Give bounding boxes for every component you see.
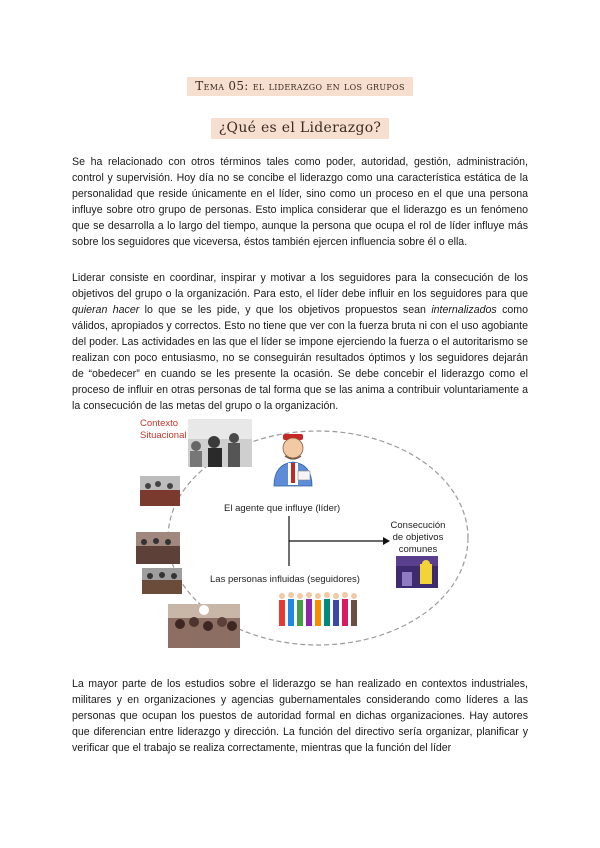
leader-icon bbox=[274, 434, 312, 486]
photo-crowd bbox=[168, 604, 240, 648]
photo-goal-puzzle bbox=[396, 556, 438, 588]
photo-left-group-1 bbox=[140, 476, 180, 506]
photo-left-group-3 bbox=[142, 568, 182, 594]
followers-label: Las personas influidas (seguidores) bbox=[210, 574, 360, 585]
subtitle-wrapper bbox=[0, 118, 600, 139]
document-title: Tema 05: el liderazgo en los grupos bbox=[187, 77, 412, 96]
context-label-line1: Contexto bbox=[140, 418, 179, 429]
photo-left-group-2 bbox=[136, 532, 180, 564]
agent-label: El agente que influye (líder) bbox=[224, 503, 341, 514]
goal-label-line3: comunes bbox=[398, 544, 438, 555]
arrow-head-icon bbox=[383, 537, 390, 545]
photo-speech bbox=[188, 419, 252, 467]
title-wrapper bbox=[0, 77, 600, 96]
goal-label-line2: de objetivos bbox=[392, 532, 444, 543]
paragraph-2-part-b: lo que se les pide, y que los objetivos propuestos sean bbox=[139, 304, 432, 316]
context-label-line2: Situacional bbox=[140, 430, 187, 441]
goal-label-line1: Consecución bbox=[390, 520, 446, 531]
paragraph-2-part-c: como válidos, apropiados y correctos. Esto no tiene que ver con la fuerza bruta ni con el uso agobiante del poder. Las actividades en las que el líder se impone ejerciendo la fuerza o el autoritarismo se realizan con poco entusiasmo, no se conseguirán resultados óptimos y los seguidores dejarán de “obedecer” en cuando se les presente la ocasión. Se debe concebir el liderazgo como el proceso de influir en otras personas de tal forma que se las anima a contribuir voluntariamente a la consecución de las metas del grupo o la organización. bbox=[72, 304, 528, 412]
paragraph-1: Se ha relacionado con otros términos tales como poder, autoridad, gestión, administración, control y supervisión. Hoy día no se concibe el liderazgo como una característica estática de la personalidad que reside únicamente en el líder, sino como un proceso en el que una persona influye sobre otro grupo de personas. Esto implica considerar que el liderazgo es un fenómeno que se desarrolla a lo largo del tiempo, aunque la persona que ocupa el rol de líder influye más sobre los seguidores que viceversa, éstos también ejercen influencia sobre él o ella. bbox=[72, 156, 528, 248]
followers-group-illustration bbox=[279, 592, 357, 626]
paragraph-2-part-a: Liderar consiste en coordinar, inspirar y motivar a los seguidores para la consecución de los objetivos del grupo o la organización. Para esto, el líder debe influir en los seguidores para que bbox=[72, 272, 528, 300]
paragraph-2 bbox=[72, 270, 528, 414]
emphasis-quieran-hacer: quieran hacer bbox=[72, 304, 140, 316]
emphasis-internalizados: internalizados bbox=[431, 304, 497, 316]
section-heading: ¿Qué es el Liderazgo? bbox=[211, 118, 390, 139]
paragraph-3: La mayor parte de los estudios sobre el liderazgo se han realizado en contextos industriales, militares y en organizaciones y agencias gubernamentales considerando como líderes a las personas que ocupan los puestos de autoridad formal en dichas organizaciones. Hay autores que diferencian entre liderazgo y dirección. La función del directivo sería organizar, planificar y verificar que el trabajo se realiza correctamente, mientras que la función del líder bbox=[72, 678, 528, 754]
leadership-diagram bbox=[128, 416, 472, 652]
